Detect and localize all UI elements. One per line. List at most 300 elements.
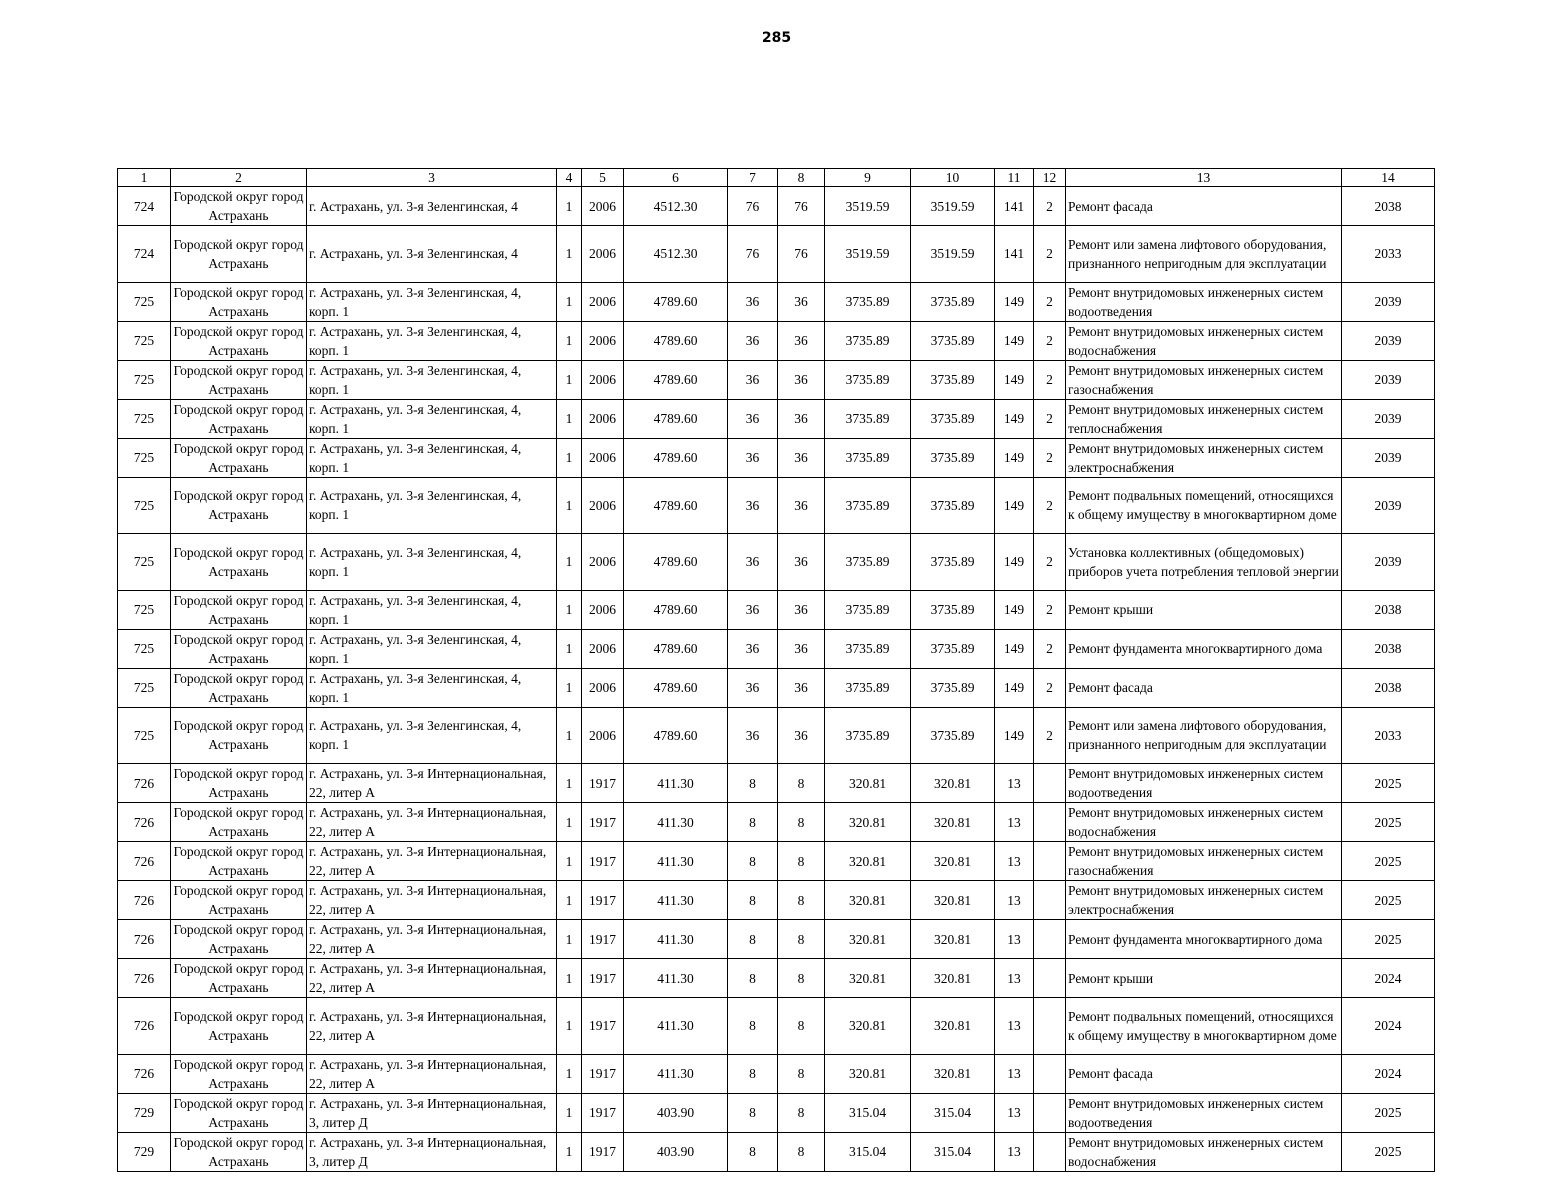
col-11-value-cell: 141 [995,187,1034,226]
planned-year-cell: 2024 [1342,998,1435,1055]
address-cell: г. Астрахань, ул. 3-я Зеленгинская, 4 [307,226,557,283]
row-number-cell: 726 [118,920,171,959]
address-cell: г. Астрахань, ул. 3-я Зеленгинская, 4, корп. 1 [307,534,557,591]
total-area-cell: 411.30 [624,920,728,959]
col-4-value-cell: 1 [557,707,582,764]
municipality-cell: Городской округ город Астрахань [171,764,307,803]
col-4-value-cell: 1 [557,590,582,629]
col-9-area-cell: 3735.89 [825,707,911,764]
col-12-value-cell: 2 [1034,477,1066,534]
col-8-value-cell: 8 [778,998,825,1055]
col-12-value-cell [1034,803,1066,842]
address-cell: г. Астрахань, ул. 3-я Интернациональная, 3, литер Д [307,1093,557,1132]
col-4-value-cell: 1 [557,629,582,668]
year-built-cell: 2006 [582,534,624,591]
col-10-area-cell: 3735.89 [911,438,995,477]
col-10-area-cell: 3735.89 [911,477,995,534]
col-8-value-cell: 36 [778,360,825,399]
year-built-cell: 1917 [582,803,624,842]
table-row [118,360,1435,399]
col-7-value-cell: 8 [728,1132,778,1171]
col-7-value-cell: 76 [728,187,778,226]
work-type-cell: Ремонт внутридомовых инженерных систем электроснабжения [1066,881,1342,920]
total-area-cell: 411.30 [624,1054,728,1093]
col-11-value-cell: 149 [995,399,1034,438]
table-row [118,668,1435,707]
col-11-value-cell: 149 [995,707,1034,764]
address-cell: г. Астрахань, ул. 3-я Интернациональная, 22, литер А [307,764,557,803]
year-built-cell: 1917 [582,959,624,998]
col-10-area-cell: 3735.89 [911,629,995,668]
col-12-value-cell: 2 [1034,668,1066,707]
row-number-cell: 725 [118,590,171,629]
col-8-value-cell: 8 [778,842,825,881]
planned-year-cell: 2039 [1342,282,1435,321]
planned-year-cell: 2039 [1342,321,1435,360]
col-12-value-cell [1034,959,1066,998]
col-8-value-cell: 36 [778,707,825,764]
col-7-value-cell: 36 [728,360,778,399]
table-row [118,959,1435,998]
municipality-cell: Городской округ город Астрахань [171,1093,307,1132]
column-header-6: 6 [624,169,728,187]
total-area-cell: 411.30 [624,803,728,842]
col-9-area-cell: 3735.89 [825,438,911,477]
table-row [118,998,1435,1055]
total-area-cell: 4512.30 [624,226,728,283]
municipality-cell: Городской округ город Астрахань [171,998,307,1055]
col-10-area-cell: 3519.59 [911,187,995,226]
planned-year-cell: 2025 [1342,920,1435,959]
address-cell: г. Астрахань, ул. 3-я Зеленгинская, 4, корп. 1 [307,282,557,321]
col-9-area-cell: 315.04 [825,1093,911,1132]
year-built-cell: 1917 [582,920,624,959]
col-11-value-cell: 13 [995,920,1034,959]
col-9-area-cell: 3735.89 [825,477,911,534]
municipality-cell: Городской округ город Астрахань [171,707,307,764]
col-9-area-cell: 3735.89 [825,282,911,321]
column-header-10: 10 [911,169,995,187]
municipality-cell: Городской округ город Астрахань [171,534,307,591]
total-area-cell: 4789.60 [624,629,728,668]
planned-year-cell: 2025 [1342,803,1435,842]
municipality-cell: Городской округ город Астрахань [171,399,307,438]
address-cell: г. Астрахань, ул. 3-я Интернациональная, 3, литер Д [307,1132,557,1171]
col-10-area-cell: 320.81 [911,998,995,1055]
address-cell: г. Астрахань, ул. 3-я Интернациональная, 22, литер А [307,998,557,1055]
col-9-area-cell: 315.04 [825,1132,911,1171]
address-cell: г. Астрахань, ул. 3-я Зеленгинская, 4, корп. 1 [307,590,557,629]
planned-year-cell: 2039 [1342,360,1435,399]
column-header-2: 2 [171,169,307,187]
col-9-area-cell: 320.81 [825,842,911,881]
total-area-cell: 4789.60 [624,707,728,764]
column-header-5: 5 [582,169,624,187]
col-8-value-cell: 8 [778,1054,825,1093]
year-built-cell: 2006 [582,321,624,360]
address-cell: г. Астрахань, ул. 3-я Зеленгинская, 4 [307,187,557,226]
row-number-cell: 726 [118,881,171,920]
table-row [118,881,1435,920]
col-12-value-cell: 2 [1034,438,1066,477]
col-9-area-cell: 3519.59 [825,226,911,283]
col-8-value-cell: 76 [778,187,825,226]
col-4-value-cell: 1 [557,764,582,803]
municipality-cell: Городской округ город Астрахань [171,321,307,360]
col-8-value-cell: 36 [778,321,825,360]
col-8-value-cell: 36 [778,438,825,477]
municipality-cell: Городской округ город Астрахань [171,226,307,283]
page-number: 285 [761,30,792,46]
col-9-area-cell: 320.81 [825,764,911,803]
work-type-cell: Установка коллективных (общедомовых) приборов учета потребления тепловой энергии [1066,534,1342,591]
total-area-cell: 411.30 [624,998,728,1055]
municipality-cell: Городской округ город Астрахань [171,881,307,920]
col-10-area-cell: 315.04 [911,1093,995,1132]
work-type-cell: Ремонт крыши [1066,959,1342,998]
municipality-cell: Городской округ город Астрахань [171,282,307,321]
total-area-cell: 4789.60 [624,321,728,360]
col-7-value-cell: 36 [728,438,778,477]
col-11-value-cell: 13 [995,1054,1034,1093]
planned-year-cell: 2033 [1342,707,1435,764]
year-built-cell: 1917 [582,764,624,803]
col-8-value-cell: 36 [778,629,825,668]
col-9-area-cell: 3735.89 [825,360,911,399]
col-4-value-cell: 1 [557,321,582,360]
total-area-cell: 4789.60 [624,282,728,321]
col-9-area-cell: 3519.59 [825,187,911,226]
row-number-cell: 726 [118,764,171,803]
col-9-area-cell: 3735.89 [825,629,911,668]
col-7-value-cell: 8 [728,1093,778,1132]
row-number-cell: 726 [118,998,171,1055]
year-built-cell: 2006 [582,438,624,477]
col-10-area-cell: 315.04 [911,1132,995,1171]
table-body [118,187,1435,1172]
address-cell: г. Астрахань, ул. 3-я Зеленгинская, 4, корп. 1 [307,629,557,668]
col-11-value-cell: 13 [995,1132,1034,1171]
work-type-cell: Ремонт крыши [1066,590,1342,629]
col-7-value-cell: 8 [728,881,778,920]
total-area-cell: 4789.60 [624,590,728,629]
col-10-area-cell: 320.81 [911,842,995,881]
col-8-value-cell: 8 [778,881,825,920]
year-built-cell: 2006 [582,629,624,668]
row-number-cell: 725 [118,321,171,360]
table-row [118,629,1435,668]
col-9-area-cell: 320.81 [825,881,911,920]
year-built-cell: 2006 [582,477,624,534]
col-11-value-cell: 149 [995,534,1034,591]
row-number-cell: 725 [118,360,171,399]
col-12-value-cell: 2 [1034,629,1066,668]
municipality-cell: Городской округ город Астрахань [171,477,307,534]
col-8-value-cell: 8 [778,1093,825,1132]
table-row [118,477,1435,534]
row-number-cell: 729 [118,1132,171,1171]
work-type-cell: Ремонт внутридомовых инженерных систем теплоснабжения [1066,399,1342,438]
planned-year-cell: 2025 [1342,881,1435,920]
col-11-value-cell: 13 [995,764,1034,803]
column-number-header-row [118,169,1435,187]
col-11-value-cell: 149 [995,282,1034,321]
column-header-8: 8 [778,169,825,187]
municipality-cell: Городской округ город Астрахань [171,629,307,668]
col-12-value-cell [1034,764,1066,803]
col-7-value-cell: 8 [728,803,778,842]
col-7-value-cell: 36 [728,282,778,321]
col-4-value-cell: 1 [557,226,582,283]
col-7-value-cell: 36 [728,629,778,668]
planned-year-cell: 2025 [1342,1093,1435,1132]
col-12-value-cell: 2 [1034,707,1066,764]
col-12-value-cell: 2 [1034,226,1066,283]
row-number-cell: 725 [118,438,171,477]
planned-year-cell: 2039 [1342,534,1435,591]
col-4-value-cell: 1 [557,803,582,842]
col-8-value-cell: 8 [778,764,825,803]
col-9-area-cell: 320.81 [825,920,911,959]
table-row [118,1054,1435,1093]
col-7-value-cell: 36 [728,534,778,591]
col-8-value-cell: 76 [778,226,825,283]
col-10-area-cell: 3735.89 [911,590,995,629]
table-row [118,438,1435,477]
address-cell: г. Астрахань, ул. 3-я Зеленгинская, 4, корп. 1 [307,438,557,477]
col-12-value-cell [1034,920,1066,959]
table-row [118,707,1435,764]
col-11-value-cell: 149 [995,668,1034,707]
col-9-area-cell: 3735.89 [825,399,911,438]
work-type-cell: Ремонт или замена лифтового оборудования, признанного непригодным для эксплуатации [1066,707,1342,764]
col-7-value-cell: 36 [728,707,778,764]
planned-year-cell: 2038 [1342,187,1435,226]
address-cell: г. Астрахань, ул. 3-я Интернациональная, 22, литер А [307,1054,557,1093]
year-built-cell: 2006 [582,399,624,438]
col-12-value-cell [1034,881,1066,920]
planned-year-cell: 2024 [1342,959,1435,998]
address-cell: г. Астрахань, ул. 3-я Зеленгинская, 4, корп. 1 [307,707,557,764]
total-area-cell: 403.90 [624,1132,728,1171]
col-12-value-cell: 2 [1034,590,1066,629]
year-built-cell: 2006 [582,187,624,226]
col-7-value-cell: 36 [728,477,778,534]
row-number-cell: 725 [118,477,171,534]
col-7-value-cell: 36 [728,668,778,707]
col-4-value-cell: 1 [557,399,582,438]
planned-year-cell: 2039 [1342,438,1435,477]
col-10-area-cell: 3735.89 [911,668,995,707]
work-type-cell: Ремонт фасада [1066,187,1342,226]
total-area-cell: 4789.60 [624,477,728,534]
col-4-value-cell: 1 [557,187,582,226]
col-10-area-cell: 320.81 [911,764,995,803]
col-7-value-cell: 8 [728,1054,778,1093]
column-header-3: 3 [307,169,557,187]
year-built-cell: 2006 [582,282,624,321]
col-4-value-cell: 1 [557,842,582,881]
col-11-value-cell: 149 [995,477,1034,534]
col-12-value-cell: 2 [1034,399,1066,438]
planned-year-cell: 2025 [1342,842,1435,881]
col-8-value-cell: 36 [778,477,825,534]
col-10-area-cell: 320.81 [911,803,995,842]
municipality-cell: Городской округ город Астрахань [171,187,307,226]
table-row [118,534,1435,591]
planned-year-cell: 2025 [1342,764,1435,803]
work-type-cell: Ремонт подвальных помещений, относящихся к общему имуществу в многоквартирном доме [1066,477,1342,534]
col-8-value-cell: 36 [778,282,825,321]
table-row [118,282,1435,321]
col-12-value-cell: 2 [1034,321,1066,360]
col-12-value-cell [1034,1054,1066,1093]
municipality-cell: Городской округ город Астрахань [171,1054,307,1093]
year-built-cell: 1917 [582,842,624,881]
col-4-value-cell: 1 [557,920,582,959]
municipality-cell: Городской округ город Астрахань [171,842,307,881]
work-type-cell: Ремонт внутридомовых инженерных систем газоснабжения [1066,842,1342,881]
total-area-cell: 4789.60 [624,668,728,707]
address-cell: г. Астрахань, ул. 3-я Интернациональная, 22, литер А [307,920,557,959]
address-cell: г. Астрахань, ул. 3-я Интернациональная, 22, литер А [307,803,557,842]
col-11-value-cell: 141 [995,226,1034,283]
address-cell: г. Астрахань, ул. 3-я Зеленгинская, 4, корп. 1 [307,399,557,438]
work-type-cell: Ремонт внутридомовых инженерных систем водоснабжения [1066,321,1342,360]
total-area-cell: 411.30 [624,842,728,881]
total-area-cell: 411.30 [624,881,728,920]
col-4-value-cell: 1 [557,477,582,534]
col-11-value-cell: 149 [995,629,1034,668]
col-11-value-cell: 149 [995,590,1034,629]
col-4-value-cell: 1 [557,959,582,998]
year-built-cell: 1917 [582,881,624,920]
column-header-11: 11 [995,169,1034,187]
repair-schedule-table [117,168,1435,1172]
work-type-cell: Ремонт внутридомовых инженерных систем водоснабжения [1066,803,1342,842]
table-row [118,321,1435,360]
col-8-value-cell: 8 [778,1132,825,1171]
municipality-cell: Городской округ город Астрахань [171,668,307,707]
col-11-value-cell: 149 [995,438,1034,477]
total-area-cell: 403.90 [624,1093,728,1132]
year-built-cell: 2006 [582,226,624,283]
table-row [118,590,1435,629]
municipality-cell: Городской округ город Астрахань [171,438,307,477]
table-row [118,187,1435,226]
col-12-value-cell: 2 [1034,534,1066,591]
row-number-cell: 725 [118,707,171,764]
total-area-cell: 4789.60 [624,438,728,477]
work-type-cell: Ремонт внутридомовых инженерных систем водоотведения [1066,1093,1342,1132]
table-row [118,842,1435,881]
col-10-area-cell: 3735.89 [911,534,995,591]
col-7-value-cell: 8 [728,764,778,803]
col-11-value-cell: 13 [995,998,1034,1055]
work-type-cell: Ремонт фасада [1066,1054,1342,1093]
row-number-cell: 726 [118,803,171,842]
row-number-cell: 729 [118,1093,171,1132]
col-11-value-cell: 149 [995,360,1034,399]
column-header-4: 4 [557,169,582,187]
year-built-cell: 1917 [582,1132,624,1171]
work-type-cell: Ремонт внутридомовых инженерных систем газоснабжения [1066,360,1342,399]
planned-year-cell: 2033 [1342,226,1435,283]
col-12-value-cell: 2 [1034,187,1066,226]
col-10-area-cell: 3735.89 [911,321,995,360]
total-area-cell: 4789.60 [624,399,728,438]
address-cell: г. Астрахань, ул. 3-я Зеленгинская, 4, корп. 1 [307,668,557,707]
col-10-area-cell: 3519.59 [911,226,995,283]
year-built-cell: 1917 [582,1054,624,1093]
col-7-value-cell: 36 [728,321,778,360]
year-built-cell: 2006 [582,360,624,399]
col-7-value-cell: 76 [728,226,778,283]
row-number-cell: 725 [118,629,171,668]
work-type-cell: Ремонт подвальных помещений, относящихся к общему имуществу в многоквартирном доме [1066,998,1342,1055]
total-area-cell: 4789.60 [624,360,728,399]
col-7-value-cell: 8 [728,842,778,881]
col-12-value-cell [1034,1132,1066,1171]
col-10-area-cell: 3735.89 [911,399,995,438]
col-9-area-cell: 320.81 [825,1054,911,1093]
col-4-value-cell: 1 [557,534,582,591]
table-row [118,226,1435,283]
work-type-cell: Ремонт фасада [1066,668,1342,707]
total-area-cell: 411.30 [624,764,728,803]
col-9-area-cell: 320.81 [825,803,911,842]
col-10-area-cell: 320.81 [911,1054,995,1093]
col-4-value-cell: 1 [557,360,582,399]
col-10-area-cell: 3735.89 [911,360,995,399]
planned-year-cell: 2039 [1342,399,1435,438]
col-8-value-cell: 36 [778,590,825,629]
work-type-cell: Ремонт фундамента многоквартирного дома [1066,920,1342,959]
col-12-value-cell: 2 [1034,360,1066,399]
address-cell: г. Астрахань, ул. 3-я Зеленгинская, 4, корп. 1 [307,477,557,534]
col-4-value-cell: 1 [557,668,582,707]
column-header-13: 13 [1066,169,1342,187]
col-12-value-cell [1034,998,1066,1055]
col-7-value-cell: 8 [728,959,778,998]
year-built-cell: 2006 [582,590,624,629]
col-7-value-cell: 36 [728,590,778,629]
table-row [118,1093,1435,1132]
address-cell: г. Астрахань, ул. 3-я Интернациональная, 22, литер А [307,842,557,881]
year-built-cell: 1917 [582,998,624,1055]
work-type-cell: Ремонт внутридомовых инженерных систем электроснабжения [1066,438,1342,477]
col-7-value-cell: 8 [728,920,778,959]
col-11-value-cell: 149 [995,321,1034,360]
col-12-value-cell: 2 [1034,282,1066,321]
column-header-14: 14 [1342,169,1435,187]
col-4-value-cell: 1 [557,881,582,920]
work-type-cell: Ремонт или замена лифтового оборудования, признанного непригодным для эксплуатации [1066,226,1342,283]
planned-year-cell: 2038 [1342,590,1435,629]
col-11-value-cell: 13 [995,881,1034,920]
col-8-value-cell: 36 [778,668,825,707]
column-header-7: 7 [728,169,778,187]
col-8-value-cell: 36 [778,399,825,438]
col-10-area-cell: 3735.89 [911,707,995,764]
column-header-9: 9 [825,169,911,187]
col-10-area-cell: 320.81 [911,881,995,920]
total-area-cell: 411.30 [624,959,728,998]
col-10-area-cell: 320.81 [911,959,995,998]
work-type-cell: Ремонт внутридомовых инженерных систем водоотведения [1066,764,1342,803]
work-type-cell: Ремонт внутридомовых инженерных систем водоотведения [1066,282,1342,321]
planned-year-cell: 2025 [1342,1132,1435,1171]
